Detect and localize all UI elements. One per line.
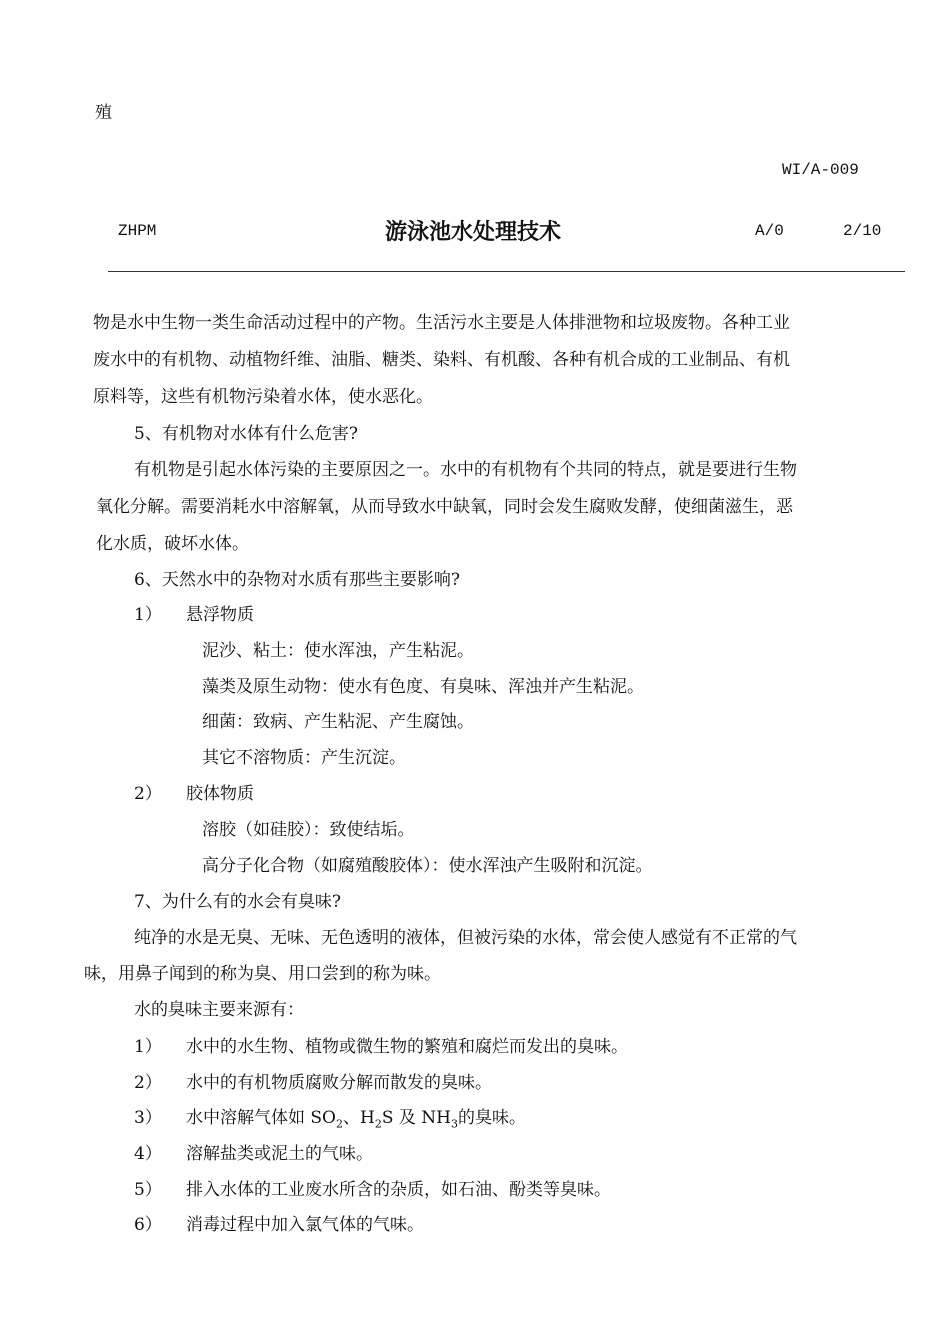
paragraph-line: 废水中的有机物、动植物纤维、油脂、糖类、染料、有机酸、各种有机合成的工业制品、有机	[93, 350, 790, 370]
page-number: 2/10	[843, 222, 882, 240]
paragraph-line: 氧化分解。需要消耗水中溶解氧，从而导致水中缺氧，同时会发生腐败发酵，使细菌滋生，恶	[96, 497, 793, 517]
subscript: 2	[374, 1117, 382, 1131]
list-number: 4）	[134, 1144, 162, 1164]
top-fragment-char: 殖	[95, 103, 112, 123]
paragraph-line: 有机物是引起水体污染的主要原因之一。水中的有机物有个共同的特点，就是要进行生物	[134, 460, 797, 480]
list-item-text: 、H	[343, 1108, 375, 1128]
question-heading: 7、为什么有的水会有臭味?	[134, 892, 341, 912]
list-item: 消毒过程中加入氯气体的气味。	[186, 1215, 424, 1235]
list-item: 溶解盐类或泥土的气味。	[186, 1144, 373, 1164]
list-item: 细菌：致病、产生粘泥、产生腐蚀。	[202, 712, 474, 732]
paragraph-line: 水的臭味主要来源有：	[134, 1000, 304, 1020]
subscript: 2	[336, 1117, 343, 1131]
list-item: 其它不溶物质：产生沉淀。	[202, 748, 406, 768]
list-number: 1）	[134, 1037, 162, 1057]
header-divider	[108, 271, 905, 272]
list-item: 排入水体的工业废水所含的杂质，如石油、酚类等臭味。	[186, 1180, 611, 1200]
list-number: 2）	[134, 1073, 162, 1093]
company-code: ZHPM	[118, 222, 157, 240]
list-item: 水中的有机物质腐败分解而散发的臭味。	[186, 1073, 492, 1093]
paragraph-line: 纯净的水是无臭、无味、无色透明的液体，但被污染的水体，常会使人感觉有不正常的气	[134, 928, 797, 948]
paragraph-line: 物是水中生物一类生命活动过程中的产物。生活污水主要是人体排泄物和垃圾废物。各种工业	[93, 313, 790, 333]
list-item-text: 水中溶解气体如 SO	[186, 1108, 336, 1128]
subscript: 3	[450, 1117, 458, 1131]
question-heading: 6、天然水中的杂物对水质有那些主要影响?	[134, 570, 460, 590]
list-number: 3）	[134, 1108, 162, 1128]
list-item	[186, 1108, 526, 1131]
list-item: 藻类及原生动物：使水有色度、有臭味、浑浊并产生粘泥。	[202, 677, 644, 697]
list-item: 水中的水生物、植物或微生物的繁殖和腐烂而发出的臭味。	[186, 1037, 628, 1057]
list-item: 泥沙、粘土：使水浑浊，产生粘泥。	[202, 641, 474, 661]
list-title: 悬浮物质	[186, 605, 254, 625]
paragraph-line: 化水质，破坏水体。	[96, 534, 249, 554]
paragraph-line: 原料等，这些有机物污染着水体，使水恶化。	[93, 387, 433, 407]
list-number: 6）	[134, 1215, 162, 1235]
paragraph-line: 味，用鼻子闻到的称为臭、用口尝到的称为味。	[84, 964, 441, 984]
list-title: 胶体物质	[186, 784, 254, 804]
list-item-text: S 及 NH	[381, 1108, 451, 1128]
list-number: 1）	[134, 605, 162, 625]
list-number: 2）	[134, 784, 162, 804]
list-item: 高分子化合物（如腐殖酸胶体）：使水浑浊产生吸附和沉淀。	[202, 856, 653, 876]
document-code: WI/A-009	[782, 161, 859, 179]
list-item: 溶胶（如硅胶）：致使结垢。	[202, 820, 415, 840]
list-number: 5）	[134, 1180, 162, 1200]
question-heading: 5、有机物对水体有什么危害?	[134, 424, 358, 444]
list-item-text: 的臭味。	[457, 1108, 526, 1128]
document-title: 游泳池水处理技术	[385, 220, 562, 245]
revision-label: A/0	[755, 222, 784, 240]
